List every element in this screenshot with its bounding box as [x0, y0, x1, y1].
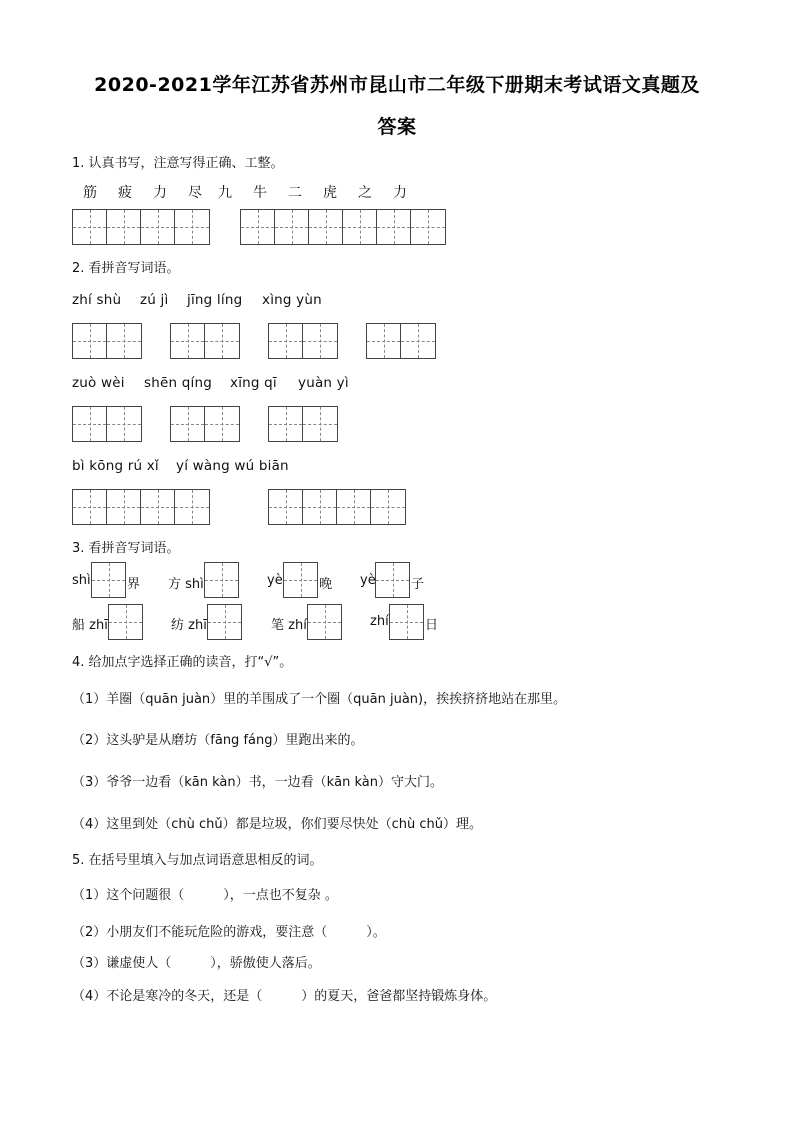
q3-answer-box[interactable]	[375, 562, 410, 598]
q5-item: （2）小朋友们不能玩危险的游戏，要注意（ ）。	[72, 925, 386, 940]
q2-pinyin: zú jì	[140, 292, 169, 308]
q2-pinyin: bì kōng rú xǐ	[72, 458, 159, 474]
q2-grid[interactable]	[170, 406, 240, 442]
q1-char: 之	[358, 185, 372, 201]
q1-char: 力	[393, 185, 407, 201]
q3-answer-box[interactable]	[204, 562, 239, 598]
q5-item: （3）谦虚使人（ ），骄傲使人落后。	[72, 956, 321, 971]
q1-prompt: 1. 认真书写，注意写得正确、工整。	[72, 156, 284, 171]
q1-char: 力	[153, 185, 167, 201]
q4-prompt: 4. 给加点字选择正确的读音，打“√”。	[72, 655, 293, 670]
q3-label: 纺 zhī	[171, 618, 207, 633]
q3-label: 晚	[319, 577, 333, 592]
q3-answer-box[interactable]	[207, 604, 242, 640]
q2-pinyin: xìng yùn	[262, 292, 322, 308]
q3-answer-box[interactable]	[91, 562, 126, 598]
q1-char: 虎	[323, 185, 337, 201]
q3-label: shì	[72, 573, 91, 588]
q3-label: 日	[425, 618, 439, 633]
q5-prompt: 5. 在括号里填入与加点词语意思相反的词。	[72, 853, 323, 868]
q3-answer-box[interactable]	[283, 562, 318, 598]
q2-grid[interactable]	[366, 323, 436, 359]
q1-char: 二	[288, 185, 302, 201]
q3-label: 笔 zhí	[271, 618, 307, 633]
q2-prompt: 2. 看拼音写词语。	[72, 261, 180, 276]
q3-prompt: 3. 看拼音写词语。	[72, 541, 180, 556]
q1-writing-grid-1[interactable]	[72, 209, 210, 245]
q1-char: 九	[218, 185, 232, 201]
q4-item: （4）这里到处（chù chǔ）都是垃圾，你们要尽快处（chù chǔ）理。	[72, 817, 483, 832]
q2-grid-idiom[interactable]	[268, 489, 406, 525]
q1-char: 尽	[188, 185, 202, 201]
exam-title-line1: 2020-2021学年江苏省苏州市昆山市二年级下册期末考试语文真题及	[94, 74, 700, 96]
q2-grid[interactable]	[268, 406, 338, 442]
q2-grid[interactable]	[268, 323, 338, 359]
q2-grid[interactable]	[72, 323, 142, 359]
q4-item: （1）羊圈（quān juàn）里的羊围成了一个圈（quān juàn)，挨挨挤挤地站在那里。	[72, 692, 567, 707]
q3-label: 方 shì	[168, 577, 204, 592]
q4-item: （3）爷爷一边看（kān kàn）书，一边看（kān kàn）守大门。	[72, 775, 444, 790]
q2-pinyin: yuàn yì	[298, 375, 349, 391]
q5-item: （1）这个问题很（ ），一点也不复杂 。	[72, 888, 338, 903]
q3-label: zhí	[370, 614, 389, 629]
q3-label: 界	[127, 577, 141, 592]
q3-label: 船 zhī	[72, 618, 108, 633]
q2-pinyin: jīng líng	[187, 292, 243, 308]
q2-pinyin: shēn qíng	[144, 375, 212, 391]
q1-char: 疲	[118, 185, 132, 201]
q3-answer-box[interactable]	[108, 604, 143, 640]
q1-char: 牛	[253, 185, 267, 201]
q2-grid[interactable]	[72, 406, 142, 442]
q2-pinyin: yí wàng wú biān	[176, 458, 289, 474]
q3-label: yè	[360, 573, 376, 588]
q3-label: 子	[411, 577, 425, 592]
q2-grid[interactable]	[170, 323, 240, 359]
q2-pinyin: zhí shù	[72, 292, 122, 308]
q3-answer-box[interactable]	[307, 604, 342, 640]
q1-char: 筋	[83, 185, 97, 201]
exam-title-line2: 答案	[377, 116, 417, 138]
q5-item: （4）不论是寒冷的冬天，还是（ ）的夏天，爸爸都坚持锻炼身体。	[72, 989, 497, 1004]
q3-answer-box[interactable]	[389, 604, 424, 640]
q4-item: （2）这头驴是从磨坊（fāng fáng）里跑出来的。	[72, 733, 364, 748]
q2-pinyin: xīng qī	[230, 375, 277, 391]
q2-pinyin: zuò wèi	[72, 375, 125, 391]
q3-label: yè	[267, 573, 283, 588]
q1-writing-grid-2[interactable]	[240, 209, 446, 245]
q2-grid-idiom[interactable]	[72, 489, 210, 525]
